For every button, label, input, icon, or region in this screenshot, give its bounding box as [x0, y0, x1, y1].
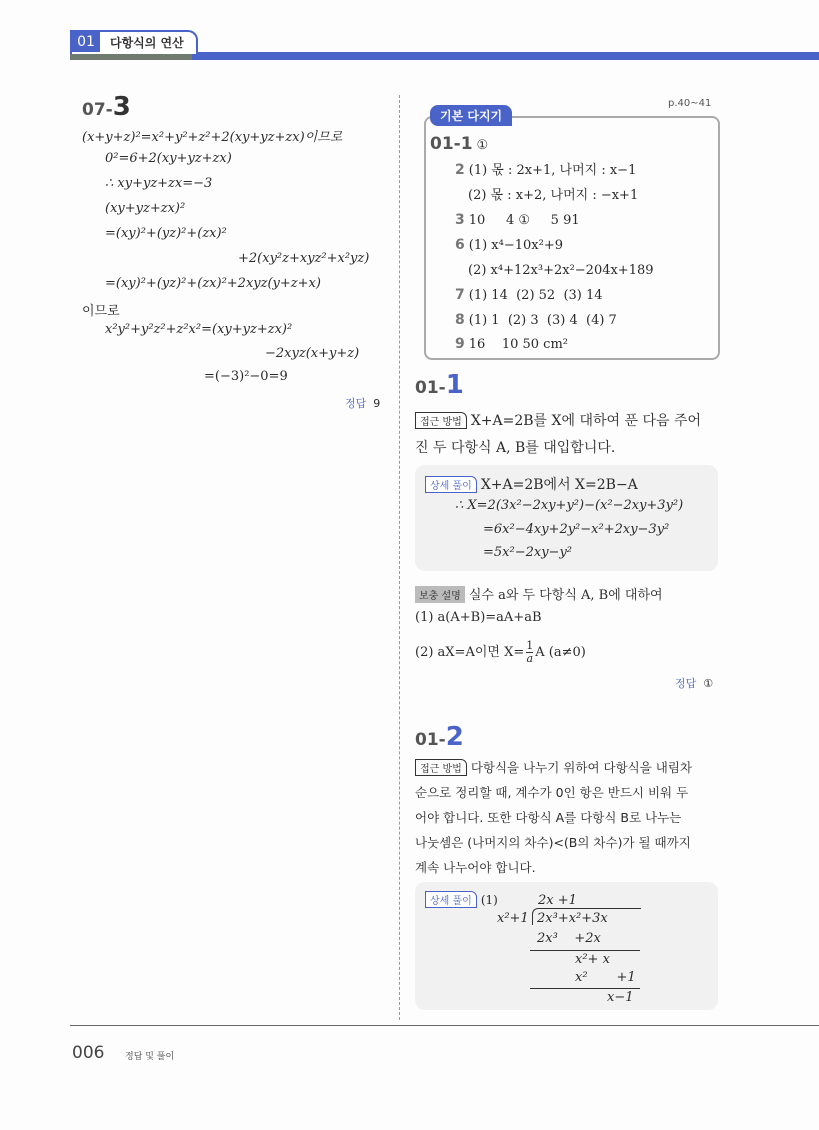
problem-heading-01-1: 01-1 — [415, 370, 464, 400]
detail-line: 상세 풀이 X+A=2B에서 X=2B−A — [425, 474, 638, 494]
approach-line: 접근 방법 다항식을 나누기 위하여 다항식을 내림차 — [415, 758, 692, 776]
footer-label: 정답 및 풀이 — [125, 1052, 175, 1062]
solution-line: x²y²+y²z²+z²x²=(xy+yz+zx)² — [105, 322, 293, 337]
extra-line: 보충 설명 실수 a와 두 다항식 A, B에 대하여 — [415, 584, 663, 603]
division-rule — [530, 950, 640, 951]
summary-row: 6 (1) x⁴−10x²+9 — [455, 237, 563, 253]
chapter-title: 다항식의 연산 — [110, 36, 184, 50]
dividend: 2x³+x²+3x — [537, 911, 608, 926]
summary-row: 8 (1) 1 (2) 3 (3) 4 (4) 7 — [455, 312, 617, 328]
problem-heading-07-3: 07-3 — [82, 92, 131, 122]
solution-line: −2xyz(x+y+z) — [265, 346, 360, 361]
solution-line: =(xy)²+(yz)²+(zx)² — [105, 226, 227, 241]
remainder: x−1 — [607, 990, 634, 1005]
division-step: x²+ x — [575, 952, 610, 967]
summary-row: 2 (1) 몫 : 2x+1, 나머지 : x−1 — [455, 162, 637, 178]
answer: 정답 ① — [675, 677, 714, 690]
approach-line: 계속 나누어야 합니다. — [415, 860, 536, 875]
solution-line: (xy+yz+zx)² — [105, 201, 186, 216]
problem-heading-01-2: 01-2 — [415, 722, 464, 752]
detail-tag: 상세 풀이 — [425, 891, 477, 908]
footer-rule — [70, 1025, 819, 1026]
extra-line: (2) aX=A이면 X= $\frac{1}{a}$ A (a≠0) — [415, 639, 586, 665]
detail-line: =6x²−4xy+2y²−x²+2xy−3y² — [483, 522, 670, 537]
quotient: 2x +1 — [538, 893, 577, 908]
division-rule — [530, 988, 640, 989]
approach-line: 순으로 정리할 때, 계수가 0인 항은 반드시 비워 두 — [415, 785, 689, 800]
summary-row: 9 16 10 50 cm² — [455, 336, 568, 352]
detail-tag: 상세 풀이 — [425, 476, 477, 493]
solution-line: ∴ xy+yz+zx=−3 — [105, 176, 213, 191]
approach-line: 나눗셈은 (나머지의 차수)<(B의 차수)가 될 때까지 — [415, 835, 691, 850]
approach-tag: 접근 방법 — [415, 759, 467, 776]
summary-row: 3 10 4 ① 5 91 — [455, 212, 580, 228]
page-number: 006 — [72, 1043, 105, 1063]
extra-tag: 보충 설명 — [415, 586, 465, 603]
approach-tag: 접근 방법 — [415, 412, 467, 429]
division-step: 2x³ +2x — [537, 931, 601, 946]
page-reference: p.40~41 — [668, 98, 712, 109]
approach-line: 접근 방법 X+A=2B를 X에 대하여 푼 다음 주어 — [415, 410, 701, 430]
summary-badge: 기본 다지기 — [430, 105, 512, 126]
summary-row: 7 (1) 14 (2) 52 (3) 14 — [455, 287, 603, 303]
extra-line: (1) a(A+B)=aA+aB — [415, 610, 542, 625]
approach-line: 어야 합니다. 또한 다항식 A를 다항식 B로 나누는 — [415, 810, 682, 825]
solution-line: (x+y+z)²=x²+y²+z²+2(xy+yz+zx)이므로 — [82, 130, 343, 145]
solution-line: +2(xy²z+xyz²+x²yz) — [238, 251, 370, 266]
summary-row: 01-1 ① — [430, 134, 489, 154]
divisor: x²+1 — [497, 911, 529, 926]
summary-row: (2) 몫 : x+2, 나머지 : −x+1 — [468, 188, 639, 203]
column-divider — [399, 95, 400, 1020]
solution-line: =(xy)²+(yz)²+(zx)²+2xyz(y+z+x) — [105, 276, 321, 291]
solution-line: 이므로 — [82, 304, 120, 319]
approach-line: 진 두 다항식 A, B를 대입합니다. — [415, 440, 616, 456]
detail-line: 상세 풀이 (1) — [425, 891, 498, 908]
chapter-number: 01 — [72, 32, 100, 52]
summary-row: (2) x⁴+12x³+2x²−204x+189 — [468, 263, 654, 278]
solution-line: 0²=6+2(xy+yz+zx) — [105, 151, 232, 166]
division-step: x² +1 — [575, 970, 636, 985]
detail-line: =5x²−2xy−y² — [483, 545, 572, 560]
detail-line: ∴ X=2(3x²−2xy+y²)−(x²−2xy+3y²) — [455, 498, 684, 513]
answer: 정답 9 — [345, 397, 381, 410]
solution-line: =(−3)²−0=9 — [204, 369, 288, 384]
